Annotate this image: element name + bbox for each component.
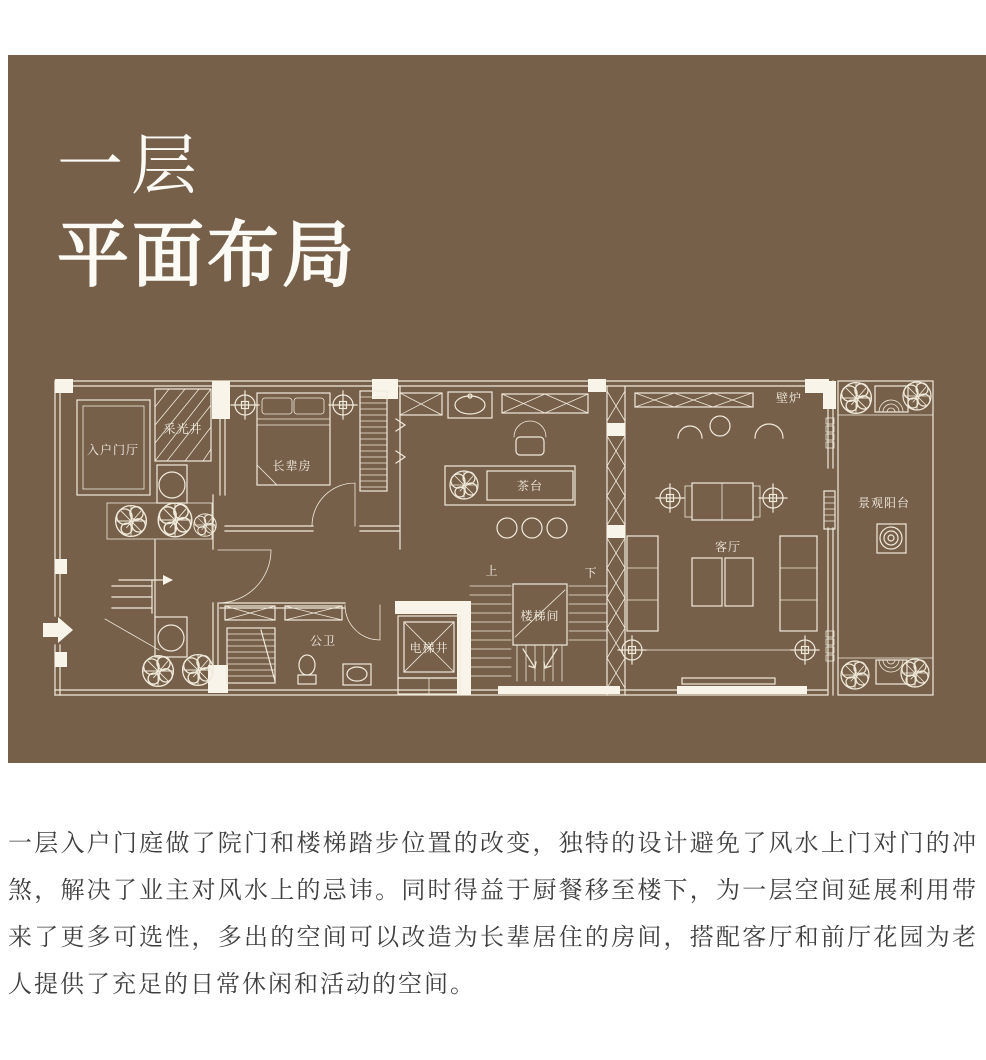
- tree-icon: [183, 655, 214, 686]
- elevator-shaft: [398, 616, 460, 694]
- label-down: 下: [584, 566, 598, 580]
- tree-icon: [116, 506, 147, 537]
- sink-icon: [448, 392, 492, 418]
- sofa-icon: [780, 536, 817, 631]
- sofa-icon: [685, 483, 760, 520]
- room-label-elevator: 电梯井: [409, 641, 449, 655]
- living-room: [618, 390, 835, 684]
- room-label-entry-foyer: 入户门厅: [86, 443, 140, 457]
- room-label-fireplace: 壁炉: [775, 391, 803, 405]
- louver-door-icon: [824, 491, 835, 529]
- tea-table-icon: [445, 466, 575, 505]
- shower-icon: [227, 628, 275, 683]
- tree-icon: [841, 661, 869, 689]
- tree-icon: [158, 503, 192, 537]
- room-label-public-bath: 公卫: [309, 634, 337, 648]
- room-label-tea-table: 茶台: [516, 479, 544, 493]
- toilet-icon: [298, 655, 316, 684]
- room-label-elder-room: 长辈房: [272, 459, 312, 473]
- ceiling-light-icon: [759, 484, 787, 512]
- title-line-2: 平面布局: [57, 216, 358, 297]
- floor-plan: [43, 373, 935, 705]
- elder-room: [231, 391, 387, 526]
- plant-icon: [450, 471, 478, 499]
- stairwell: [470, 563, 607, 681]
- ceiling-light-icon: [656, 484, 684, 512]
- ceiling-light-icon: [618, 636, 646, 664]
- ceiling-light-icon: [231, 391, 259, 419]
- entry-area: [43, 389, 271, 686]
- wardrobe-icon: [360, 391, 387, 491]
- tree-icon: [143, 656, 174, 687]
- hero-section: [8, 55, 986, 763]
- sink-icon: [343, 664, 371, 685]
- ceiling-light-icon: [329, 391, 357, 419]
- garden-steps: [105, 581, 159, 650]
- room-label-light-well: 采光井: [163, 422, 203, 436]
- room-label-living-room: 客厅: [714, 540, 742, 554]
- entry-arrow-icon: [43, 617, 73, 643]
- chair-icon: [514, 421, 546, 455]
- ceiling-light-icon: [791, 636, 819, 664]
- article-paragraph: 一层入户门庭做了院门和楼梯踏步位置的改变，独特的设计避免了风水上门对门的冲煞，解决了业主对风水上的忌讳。同时得益于厨餐移至楼下，为一层空间延展利用带来了更多可选性，多出的空间可以改造为长辈居住的房间，搭配客厅和前厅花园为老人提供了充足的日常休闲和活动的空间。: [8, 830, 978, 998]
- room-label-balcony: 景观阳台: [857, 496, 911, 510]
- floor-drain-icon: [877, 524, 906, 553]
- tree-icon: [901, 659, 929, 687]
- tree-icon: [903, 382, 931, 410]
- balcony: [838, 381, 933, 695]
- tree-icon: [841, 383, 872, 414]
- tree-icon: [194, 514, 216, 536]
- title-line-1: 一层: [57, 128, 205, 202]
- tv-icon: [682, 678, 775, 684]
- sofa-icon: [627, 536, 658, 631]
- tea-room: [400, 392, 588, 538]
- room-label-stairwell: 楼梯间: [520, 609, 560, 623]
- public-bath: [225, 605, 380, 685]
- page-title: [57, 128, 358, 297]
- label-up: 上: [485, 564, 499, 578]
